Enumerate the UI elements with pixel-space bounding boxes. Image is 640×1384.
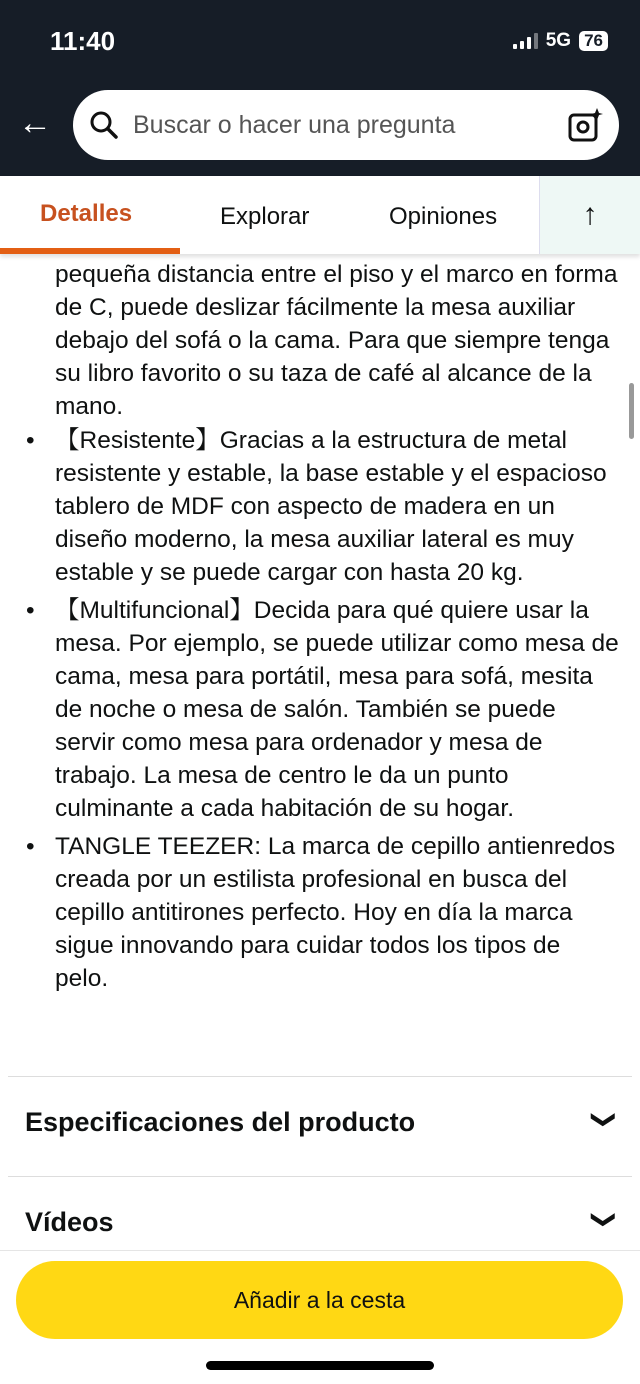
search-input[interactable] — [73, 90, 619, 160]
header — [0, 0, 640, 176]
tab-detalles[interactable]: Detalles — [40, 200, 133, 227]
tab-explorar[interactable]: Explorar — [220, 203, 310, 230]
list-item: • 【Multifuncional】Decida para qué quiere usar la mesa. Por ejemplo, se puede utilizar como mesa de cama, mesa para portátil, mesa para sofá, mesita de noche o mesa de salón. También se puede servir como mesa para ordenador y mesa de trabajo. La mesa de centro le da un punto culminante a cada habitación de su hogar. — [0, 594, 620, 825]
search-icon — [89, 110, 119, 140]
section-especificaciones[interactable] — [8, 1076, 632, 1176]
back-arrow-icon[interactable]: ← — [18, 104, 52, 142]
add-to-cart-button[interactable]: Añadir a la cesta — [16, 1261, 623, 1339]
signal-icon — [513, 33, 538, 49]
status-bar — [513, 30, 608, 52]
chevron-down-icon: ❯ — [590, 1109, 618, 1130]
network-label: 5G — [545, 30, 572, 51]
description-text: pequeña distancia entre el piso y el marco en forma de C, puede deslizar fácilmente la mesa auxiliar debajo del sofá o la cama. Para que siempre tenga su libro favorito o su taza de café al alcance de la mano. — [55, 261, 618, 420]
list-item: • 【Resistente】Gracias a la estructura de metal resistente y estable, la base estable y el espacioso tablero de MDF con aspecto de madera en un diseño moderno, la mesa auxiliar lateral es muy estable y se puede cargar con hasta 20 kg. — [0, 424, 620, 589]
status-time: 11:40 — [50, 26, 116, 56]
active-tab-indicator — [0, 248, 180, 254]
camera-icon[interactable] — [567, 107, 603, 143]
battery-icon: 76 — [579, 31, 608, 51]
home-indicator — [206, 1361, 434, 1370]
scrollbar[interactable] — [629, 383, 634, 439]
arrow-up-icon: ↑ — [582, 198, 598, 231]
tab-bar — [0, 176, 640, 254]
bullet-list — [0, 424, 620, 1000]
section-title: Especificaciones del producto — [25, 1107, 416, 1137]
section-title: Vídeos — [25, 1207, 114, 1237]
list-item: • TANGLE TEEZER: La marca de cepillo antienredos creada por un estilista profesional en busca del cepillo antitirones perfecto. Hoy en día la marca sigue innovando para cuidar todos los tipos de pelo. — [0, 830, 620, 995]
tab-opiniones[interactable]: Opiniones — [389, 203, 498, 230]
footer — [0, 1250, 640, 1384]
search-placeholder: Buscar o hacer una pregunta — [133, 110, 456, 139]
chevron-down-icon: ❯ — [590, 1209, 618, 1230]
scroll-top-button[interactable] — [539, 176, 640, 254]
